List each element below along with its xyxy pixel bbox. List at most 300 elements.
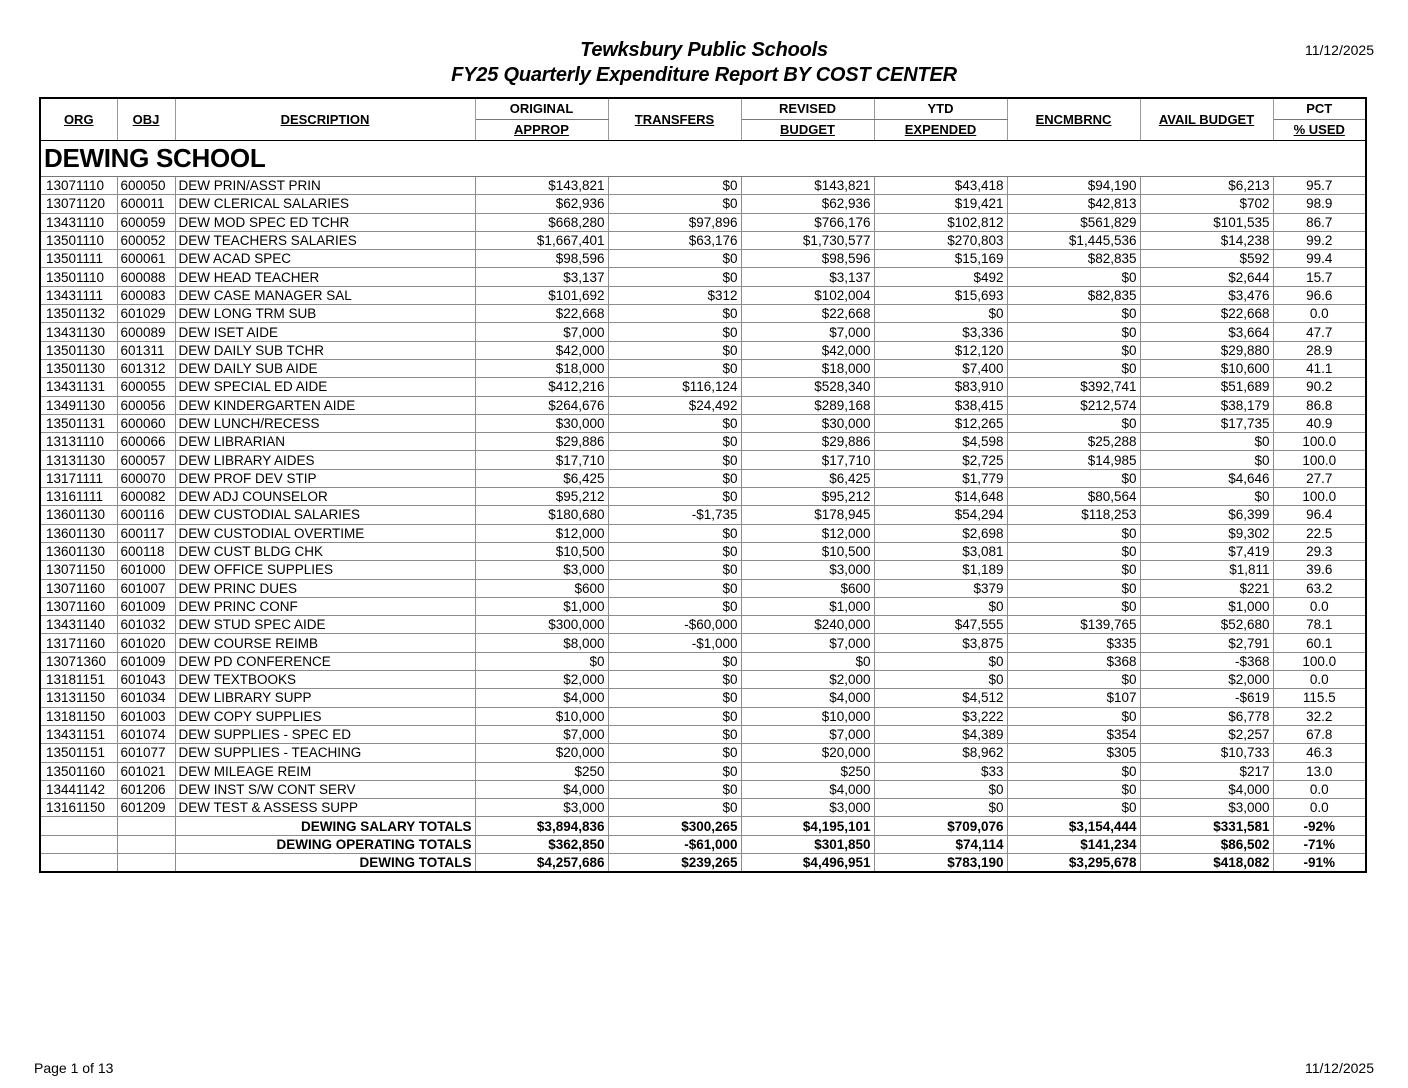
avail-budget-cell: $29,880 (1140, 341, 1273, 359)
ytd-expended-cell: $4,512 (874, 689, 1007, 707)
description-cell: DEW PRIN/ASST PRIN (175, 177, 475, 195)
description-cell: DEW ACAD SPEC (175, 250, 475, 268)
revised-budget-cell: $62,936 (741, 195, 874, 213)
table-row (40, 579, 1366, 597)
col-header-revised-top: REVISED (741, 98, 874, 120)
pct-used-cell: 95.7 (1273, 177, 1366, 195)
pct-used-cell: 46.3 (1273, 744, 1366, 762)
org-cell: 13131110 (40, 433, 117, 451)
avail-budget-cell: -$619 (1140, 689, 1273, 707)
original-approp-cell: $30,000 (475, 414, 608, 432)
description-cell: DEW INST S/W CONT SERV (175, 780, 475, 798)
obj-cell: 600061 (117, 250, 175, 268)
revised-budget-cell: $600 (741, 579, 874, 597)
obj-cell: 601206 (117, 780, 175, 798)
avail-budget-cell: $10,733 (1140, 744, 1273, 762)
encumbrance-cell: $139,765 (1007, 616, 1140, 634)
pct-used-cell: 0.0 (1273, 780, 1366, 798)
pct-used-cell: -92% (1273, 817, 1366, 835)
ytd-expended-cell: $4,598 (874, 433, 1007, 451)
org-cell: 13601130 (40, 542, 117, 560)
original-approp-cell: $20,000 (475, 744, 608, 762)
pct-used-cell: 86.7 (1273, 213, 1366, 231)
encumbrance-cell: $0 (1007, 414, 1140, 432)
encumbrance-cell: $354 (1007, 725, 1140, 743)
table-row (40, 634, 1366, 652)
obj-cell: 601034 (117, 689, 175, 707)
avail-budget-cell: $9,302 (1140, 524, 1273, 542)
original-approp-cell: $412,216 (475, 378, 608, 396)
ytd-expended-cell: $0 (874, 305, 1007, 323)
original-approp-cell: $62,936 (475, 195, 608, 213)
description-cell: DEW PRINC DUES (175, 579, 475, 597)
table-row (40, 433, 1366, 451)
description-cell: DEW TEXTBOOKS (175, 671, 475, 689)
description-cell: DEW COPY SUPPLIES (175, 707, 475, 725)
encumbrance-cell: $107 (1007, 689, 1140, 707)
description-cell: DEW PD CONFERENCE (175, 652, 475, 670)
transfers-cell: $0 (608, 177, 741, 195)
obj-cell: 600060 (117, 414, 175, 432)
ytd-expended-cell: $0 (874, 671, 1007, 689)
description-cell: DEW SPECIAL ED AIDE (175, 378, 475, 396)
ytd-expended-cell: $74,114 (874, 835, 1007, 853)
avail-budget-cell: $6,399 (1140, 506, 1273, 524)
obj-cell: 600083 (117, 286, 175, 304)
original-approp-cell: $10,500 (475, 542, 608, 560)
org-cell: 13431130 (40, 323, 117, 341)
org-cell: 13071360 (40, 652, 117, 670)
description-cell: DEWING SALARY TOTALS (175, 817, 475, 835)
avail-budget-cell: $0 (1140, 451, 1273, 469)
description-cell: DEW LUNCH/RECESS (175, 414, 475, 432)
obj-cell: 600066 (117, 433, 175, 451)
table-row (40, 396, 1366, 414)
transfers-cell: -$1,735 (608, 506, 741, 524)
org-cell: 13501130 (40, 359, 117, 377)
obj-cell: 600116 (117, 506, 175, 524)
ytd-expended-cell: $8,962 (874, 744, 1007, 762)
ytd-expended-cell: $379 (874, 579, 1007, 597)
encumbrance-cell: $0 (1007, 561, 1140, 579)
encumbrance-cell: $0 (1007, 597, 1140, 615)
transfers-cell: $0 (608, 689, 741, 707)
ytd-expended-cell: $12,120 (874, 341, 1007, 359)
avail-budget-cell: $51,689 (1140, 378, 1273, 396)
obj-cell: 601021 (117, 762, 175, 780)
pct-used-cell: -91% (1273, 853, 1366, 872)
avail-budget-cell: $3,476 (1140, 286, 1273, 304)
obj-cell: 600059 (117, 213, 175, 231)
pct-used-cell: 90.2 (1273, 378, 1366, 396)
description-cell: DEW LIBRARY AIDES (175, 451, 475, 469)
obj-cell (117, 817, 175, 835)
transfers-cell: $0 (608, 433, 741, 451)
revised-budget-cell: $766,176 (741, 213, 874, 231)
obj-cell: 600088 (117, 268, 175, 286)
org-cell: 13431131 (40, 378, 117, 396)
revised-budget-cell: $0 (741, 652, 874, 670)
obj-cell: 600117 (117, 524, 175, 542)
org-cell: 13501151 (40, 744, 117, 762)
pct-used-cell: 99.2 (1273, 231, 1366, 249)
encumbrance-cell: $0 (1007, 707, 1140, 725)
transfers-cell: $0 (608, 488, 741, 506)
revised-budget-cell: $95,212 (741, 488, 874, 506)
encumbrance-cell: $561,829 (1007, 213, 1140, 231)
obj-cell: 601009 (117, 652, 175, 670)
obj-cell: 601074 (117, 725, 175, 743)
description-cell: DEW CLERICAL SALARIES (175, 195, 475, 213)
obj-cell: 600050 (117, 177, 175, 195)
org-cell (40, 817, 117, 835)
obj-cell (117, 835, 175, 853)
pct-used-cell: 0.0 (1273, 597, 1366, 615)
original-approp-cell: $4,000 (475, 689, 608, 707)
revised-budget-cell: $12,000 (741, 524, 874, 542)
obj-cell: 601003 (117, 707, 175, 725)
pct-used-cell: 29.3 (1273, 542, 1366, 560)
original-approp-cell: $4,000 (475, 780, 608, 798)
pct-used-cell: 60.1 (1273, 634, 1366, 652)
original-approp-cell: $1,667,401 (475, 231, 608, 249)
table-row (40, 268, 1366, 286)
description-cell: DEW SUPPLIES - TEACHING (175, 744, 475, 762)
original-approp-cell: $143,821 (475, 177, 608, 195)
encumbrance-cell: $0 (1007, 799, 1140, 817)
description-cell: DEW PROF DEV STIP (175, 469, 475, 487)
encumbrance-cell: $3,295,678 (1007, 853, 1140, 872)
avail-budget-cell: $52,680 (1140, 616, 1273, 634)
encumbrance-cell: $212,574 (1007, 396, 1140, 414)
original-approp-cell: $3,894,836 (475, 817, 608, 835)
org-cell: 13131150 (40, 689, 117, 707)
col-header-original-top: ORIGINAL (475, 98, 608, 120)
ytd-expended-cell: $0 (874, 799, 1007, 817)
obj-cell: 600057 (117, 451, 175, 469)
avail-budget-cell: $14,238 (1140, 231, 1273, 249)
obj-cell: 600118 (117, 542, 175, 560)
table-row (40, 762, 1366, 780)
pct-used-cell: 100.0 (1273, 451, 1366, 469)
original-approp-cell: $12,000 (475, 524, 608, 542)
original-approp-cell: $250 (475, 762, 608, 780)
table-row (40, 378, 1366, 396)
transfers-cell: $0 (608, 542, 741, 560)
ytd-expended-cell: $1,779 (874, 469, 1007, 487)
description-cell: DEW LONG TRM SUB (175, 305, 475, 323)
description-cell: DEW ISET AIDE (175, 323, 475, 341)
avail-budget-cell: $0 (1140, 488, 1273, 506)
original-approp-cell: $1,000 (475, 597, 608, 615)
description-cell: DEW CUST BLDG CHK (175, 542, 475, 560)
org-cell: 13501160 (40, 762, 117, 780)
avail-budget-cell: $4,000 (1140, 780, 1273, 798)
col-header-encmbrnc: ENCMBRNC (1007, 98, 1140, 141)
pct-used-cell: -71% (1273, 835, 1366, 853)
description-cell: DEW OFFICE SUPPLIES (175, 561, 475, 579)
avail-budget-cell: $101,535 (1140, 213, 1273, 231)
revised-budget-cell: $289,168 (741, 396, 874, 414)
obj-cell: 601000 (117, 561, 175, 579)
totals-row (40, 835, 1366, 853)
org-cell: 13131130 (40, 451, 117, 469)
org-cell: 13501131 (40, 414, 117, 432)
avail-budget-cell: $3,000 (1140, 799, 1273, 817)
avail-budget-cell: $2,000 (1140, 671, 1273, 689)
pct-used-cell: 47.7 (1273, 323, 1366, 341)
avail-budget-cell: $7,419 (1140, 542, 1273, 560)
ytd-expended-cell: $12,265 (874, 414, 1007, 432)
pct-used-cell: 63.2 (1273, 579, 1366, 597)
obj-cell: 601311 (117, 341, 175, 359)
ytd-expended-cell: $4,389 (874, 725, 1007, 743)
original-approp-cell: $3,000 (475, 561, 608, 579)
encumbrance-cell: $0 (1007, 305, 1140, 323)
avail-budget-cell: $6,213 (1140, 177, 1273, 195)
pct-used-cell: 32.2 (1273, 707, 1366, 725)
encumbrance-cell: $0 (1007, 762, 1140, 780)
footer-date: 11/12/2025 (1304, 1060, 1374, 1076)
encumbrance-cell: $80,564 (1007, 488, 1140, 506)
pct-used-cell: 78.1 (1273, 616, 1366, 634)
original-approp-cell: $4,257,686 (475, 853, 608, 872)
col-header-ytd-top: YTD (874, 98, 1007, 120)
col-header-transfers: TRANSFERS (608, 98, 741, 141)
ytd-expended-cell: $47,555 (874, 616, 1007, 634)
description-cell: DEW CASE MANAGER SAL (175, 286, 475, 304)
avail-budget-cell: $2,257 (1140, 725, 1273, 743)
avail-budget-cell: $6,778 (1140, 707, 1273, 725)
table-row (40, 561, 1366, 579)
transfers-cell: $0 (608, 524, 741, 542)
ytd-expended-cell: $43,418 (874, 177, 1007, 195)
pct-used-cell: 40.9 (1273, 414, 1366, 432)
original-approp-cell: $600 (475, 579, 608, 597)
transfers-cell: $0 (608, 268, 741, 286)
org-cell: 13071110 (40, 177, 117, 195)
original-approp-cell: $6,425 (475, 469, 608, 487)
encumbrance-cell: $0 (1007, 268, 1140, 286)
org-cell: 13071160 (40, 579, 117, 597)
transfers-cell: -$60,000 (608, 616, 741, 634)
ytd-expended-cell: $15,693 (874, 286, 1007, 304)
avail-budget-cell: $331,581 (1140, 817, 1273, 835)
original-approp-cell: $668,280 (475, 213, 608, 231)
revised-budget-cell: $98,596 (741, 250, 874, 268)
ytd-expended-cell: $38,415 (874, 396, 1007, 414)
revised-budget-cell: $143,821 (741, 177, 874, 195)
ytd-expended-cell: $0 (874, 597, 1007, 615)
description-cell: DEW MILEAGE REIM (175, 762, 475, 780)
col-header-description: DESCRIPTION (175, 98, 475, 141)
obj-cell: 600055 (117, 378, 175, 396)
description-cell: DEW HEAD TEACHER (175, 268, 475, 286)
col-header-pct-bottom: % USED (1273, 120, 1366, 141)
org-cell: 13431111 (40, 286, 117, 304)
original-approp-cell: $10,000 (475, 707, 608, 725)
encumbrance-cell: $335 (1007, 634, 1140, 652)
encumbrance-cell: $3,154,444 (1007, 817, 1140, 835)
transfers-cell: $312 (608, 286, 741, 304)
transfers-cell: $97,896 (608, 213, 741, 231)
encumbrance-cell: $0 (1007, 469, 1140, 487)
pct-used-cell: 96.4 (1273, 506, 1366, 524)
transfers-cell: $0 (608, 762, 741, 780)
ytd-expended-cell: $102,812 (874, 213, 1007, 231)
col-header-revised-bottom: BUDGET (741, 120, 874, 141)
obj-cell: 601043 (117, 671, 175, 689)
description-cell: DEW COURSE REIMB (175, 634, 475, 652)
org-cell: 13161111 (40, 488, 117, 506)
description-cell: DEW TEACHERS SALARIES (175, 231, 475, 249)
obj-cell: 601312 (117, 359, 175, 377)
pct-used-cell: 27.7 (1273, 469, 1366, 487)
revised-budget-cell: $10,500 (741, 542, 874, 560)
org-cell: 13071150 (40, 561, 117, 579)
org-cell: 13501111 (40, 250, 117, 268)
pct-used-cell: 100.0 (1273, 433, 1366, 451)
encumbrance-cell: $0 (1007, 524, 1140, 542)
encumbrance-cell: $1,445,536 (1007, 231, 1140, 249)
transfers-cell: $0 (608, 451, 741, 469)
revised-budget-cell: $102,004 (741, 286, 874, 304)
ytd-expended-cell: $3,875 (874, 634, 1007, 652)
description-cell: DEWING TOTALS (175, 853, 475, 872)
revised-budget-cell: $6,425 (741, 469, 874, 487)
avail-budget-cell: $1,000 (1140, 597, 1273, 615)
original-approp-cell: $22,668 (475, 305, 608, 323)
encumbrance-cell: $94,190 (1007, 177, 1140, 195)
revised-budget-cell: $7,000 (741, 725, 874, 743)
original-approp-cell: $0 (475, 652, 608, 670)
obj-cell: 600082 (117, 488, 175, 506)
org-cell: 13501110 (40, 231, 117, 249)
ytd-expended-cell: $54,294 (874, 506, 1007, 524)
encumbrance-cell: $0 (1007, 542, 1140, 560)
transfers-cell: $0 (608, 744, 741, 762)
ytd-expended-cell: $7,400 (874, 359, 1007, 377)
avail-budget-cell: $2,791 (1140, 634, 1273, 652)
revised-budget-cell: $240,000 (741, 616, 874, 634)
table-row (40, 286, 1366, 304)
transfers-cell: $300,265 (608, 817, 741, 835)
original-approp-cell: $29,886 (475, 433, 608, 451)
transfers-cell: $0 (608, 305, 741, 323)
table-row (40, 799, 1366, 817)
avail-budget-cell: $217 (1140, 762, 1273, 780)
ytd-expended-cell: $0 (874, 780, 1007, 798)
transfers-cell: $0 (608, 780, 741, 798)
report-title: Tewksbury Public Schools (580, 39, 828, 61)
transfers-cell: $0 (608, 341, 741, 359)
org-cell: 13501110 (40, 268, 117, 286)
avail-budget-cell: $86,502 (1140, 835, 1273, 853)
avail-budget-cell: $702 (1140, 195, 1273, 213)
obj-cell: 601209 (117, 799, 175, 817)
transfers-cell: $0 (608, 323, 741, 341)
original-approp-cell: $264,676 (475, 396, 608, 414)
original-approp-cell: $17,710 (475, 451, 608, 469)
pct-used-cell: 115.5 (1273, 689, 1366, 707)
transfers-cell: $0 (608, 652, 741, 670)
obj-cell: 600070 (117, 469, 175, 487)
original-approp-cell: $95,212 (475, 488, 608, 506)
original-approp-cell: $42,000 (475, 341, 608, 359)
avail-budget-cell: $2,644 (1140, 268, 1273, 286)
org-cell: 13161150 (40, 799, 117, 817)
col-header-obj: OBJ (117, 98, 175, 141)
org-cell: 13431110 (40, 213, 117, 231)
original-approp-cell: $2,000 (475, 671, 608, 689)
avail-budget-cell: $0 (1140, 433, 1273, 451)
transfers-cell: $0 (608, 597, 741, 615)
obj-cell: 601032 (117, 616, 175, 634)
revised-budget-cell: $7,000 (741, 323, 874, 341)
org-cell: 13431140 (40, 616, 117, 634)
original-approp-cell: $8,000 (475, 634, 608, 652)
transfers-cell: $0 (608, 671, 741, 689)
expenditure-table (39, 97, 1367, 873)
revised-budget-cell: $42,000 (741, 341, 874, 359)
encumbrance-cell: $25,288 (1007, 433, 1140, 451)
description-cell: DEW STUD SPEC AIDE (175, 616, 475, 634)
description-cell: DEW DAILY SUB AIDE (175, 359, 475, 377)
pct-used-cell: 15.7 (1273, 268, 1366, 286)
ytd-expended-cell: $2,698 (874, 524, 1007, 542)
table-row (40, 707, 1366, 725)
page-number: Page 1 of 13 (34, 1060, 114, 1076)
ytd-expended-cell: $3,081 (874, 542, 1007, 560)
transfers-cell: $116,124 (608, 378, 741, 396)
org-cell: 13171111 (40, 469, 117, 487)
encumbrance-cell: $14,985 (1007, 451, 1140, 469)
org-cell: 13441142 (40, 780, 117, 798)
avail-budget-cell: $22,668 (1140, 305, 1273, 323)
revised-budget-cell: $4,496,951 (741, 853, 874, 872)
obj-cell: 601009 (117, 597, 175, 615)
description-cell: DEW MOD SPEC ED TCHR (175, 213, 475, 231)
avail-budget-cell: -$368 (1140, 652, 1273, 670)
encumbrance-cell: $141,234 (1007, 835, 1140, 853)
transfers-cell: -$1,000 (608, 634, 741, 652)
ytd-expended-cell: $783,190 (874, 853, 1007, 872)
revised-budget-cell: $1,000 (741, 597, 874, 615)
table-row (40, 524, 1366, 542)
col-header-pct-top: PCT (1273, 98, 1366, 120)
org-cell: 13601130 (40, 506, 117, 524)
description-cell: DEW LIBRARY SUPP (175, 689, 475, 707)
table-row (40, 597, 1366, 615)
pct-used-cell: 100.0 (1273, 488, 1366, 506)
ytd-expended-cell: $3,222 (874, 707, 1007, 725)
transfers-cell: $0 (608, 579, 741, 597)
ytd-expended-cell: $83,910 (874, 378, 1007, 396)
description-cell: DEW PRINC CONF (175, 597, 475, 615)
org-cell: 13491130 (40, 396, 117, 414)
revised-budget-cell: $3,000 (741, 799, 874, 817)
encumbrance-cell: $0 (1007, 671, 1140, 689)
encumbrance-cell: $82,835 (1007, 250, 1140, 268)
pct-used-cell: 22.5 (1273, 524, 1366, 542)
transfers-cell: $0 (608, 359, 741, 377)
org-cell: 13501132 (40, 305, 117, 323)
encumbrance-cell: $42,813 (1007, 195, 1140, 213)
ytd-expended-cell: $492 (874, 268, 1007, 286)
revised-budget-cell: $301,850 (741, 835, 874, 853)
original-approp-cell: $18,000 (475, 359, 608, 377)
revised-budget-cell: $250 (741, 762, 874, 780)
